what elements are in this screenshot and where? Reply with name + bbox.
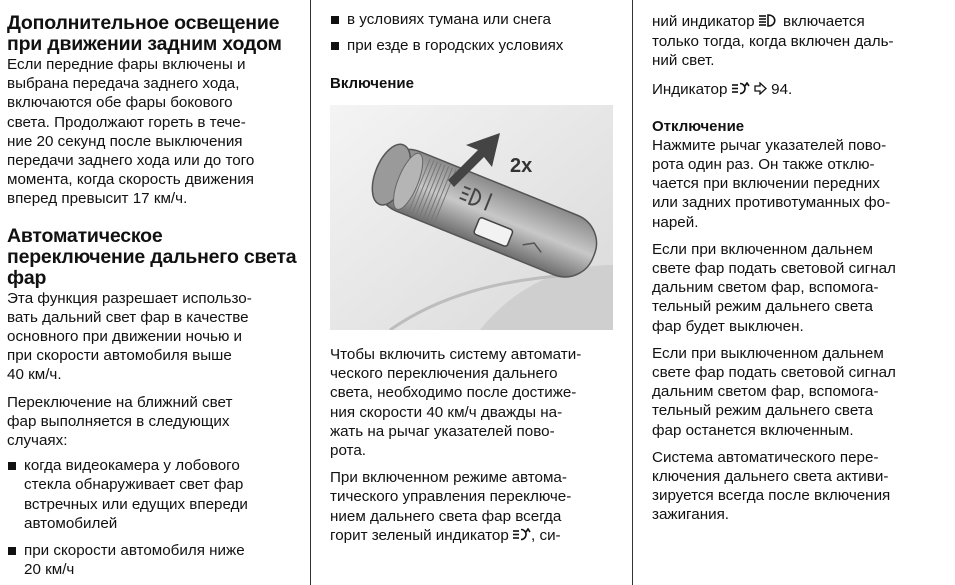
high-beam-indicator-icon — [759, 13, 779, 32]
paragraph-blue-indicator: ний индикатор включается только тогда, когда включен даль- ний свет. — [652, 13, 894, 70]
heading-reverse-lighting: Дополнительное освещение при движении задним ходом — [7, 12, 282, 55]
bullet-fog: в условиях тумана или снега — [330, 10, 620, 29]
paragraph-reverse-lighting: Если передние фары включены и выбрана передача заднего хода, включаются обе фары бокового света. Продолжают гореть в тече- ние 20 секунд после выключения передачи заднего хода или до того момента, когда скорость движения вперед превысит 17 км/ч. — [7, 56, 255, 208]
paragraph-flash-off: Если при выключенном дальнем свете фар подать световой сигнал дальним светом фар, вспомога- тельный режим дальнего света фар останется включенным. — [652, 344, 896, 439]
auto-high-beam-indicator-icon — [513, 527, 531, 546]
column-divider — [632, 0, 633, 585]
heading-activation: Включение — [330, 75, 414, 93]
column-3 — [652, 0, 942, 525]
column-divider — [310, 0, 311, 585]
bullet-city: при езде в городских условиях — [330, 36, 620, 55]
column-1 — [7, 0, 297, 579]
paragraph-ignition: Система автоматического пере- ключения дальнего света активи- зируется всегда после включения зажигания. — [652, 448, 891, 524]
heading-deactivation: Отключение — [652, 117, 745, 135]
indicator-reference: Индикатор 94. — [652, 80, 942, 100]
column-2-lower — [330, 345, 620, 546]
paragraph-indicator: При включенном режиме автома- тического управления переключе- нием дальнего света фар всегда горит зеленый индикатор , си- — [330, 468, 620, 546]
press-twice-label: 2x — [510, 155, 533, 177]
lever-drawing — [330, 105, 613, 330]
bullet-camera: когда видеокамера у лобового стекла обнаруживает свет фар встречных или едущих впереди автомобилей — [7, 456, 297, 533]
paragraph-flash-on: Если при включенном дальнем свете фар подать световой сигнал дальним светом фар, вспомога- тельный режим дальнего света фар будет выключен. — [652, 240, 896, 335]
paragraph-low-beam-cases: Переключение на ближний свет фар выполняется в следующих случаях: — [7, 393, 233, 450]
bullet-speed: при скорости автомобиля ниже 20 км/ч — [7, 541, 297, 579]
paragraph-deactivation: Нажмите рычаг указателей пово- рота один раз. Он также отклю- чается при включении передних или задних противотуманных фо- нарей. — [652, 136, 891, 231]
heading-auto-high-beam: Автоматическое переключение дальнего света фар — [7, 224, 297, 289]
auto-high-beam-indicator-icon — [732, 81, 750, 100]
page-reference-arrow-icon — [754, 81, 767, 100]
paragraph-function: Эта функция разрешает использо- вать дальний свет фар в качестве основного при движении ночью и при скорости автомобиля выше 40 км/ч. — [7, 289, 252, 384]
column-2 — [330, 0, 620, 93]
lever-illustration — [330, 105, 613, 330]
paragraph-how-to-enable: Чтобы включить систему автомати- ческого переключения дальнего света, необходимо после достиже- ния скорости 40 км/ч дважды на- жать на рычаг указателей пово- рота. — [330, 346, 582, 460]
